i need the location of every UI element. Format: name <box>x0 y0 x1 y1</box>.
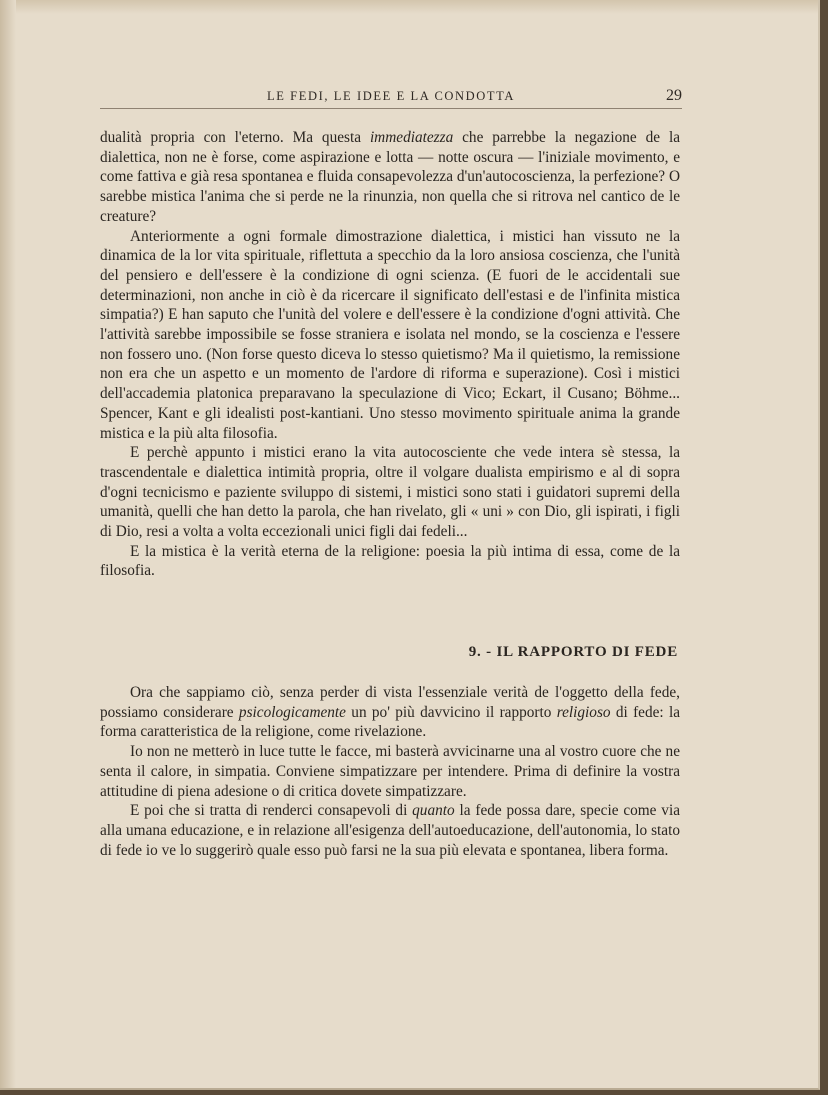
section-heading: 9. - IL RAPPORTO DI FEDE <box>468 644 678 660</box>
paragraph <box>100 128 680 227</box>
emphasis: immediatezza <box>369 129 454 146</box>
text-run: la fede possa dare, specie come via alla umana educazione, e in relazione all'esigenza dell'autoeducazione, dell'autonomia, lo stato di fede io ve lo suggerirò quale esso può farsi ne la sua più elevata e spontanea, libera forma. <box>100 802 680 859</box>
emphasis: religioso <box>556 703 611 721</box>
paragraph: E la mistica è la verità eterna de la religione: poesia la più intima di essa, come de la filosofia. <box>100 542 680 580</box>
page-binding-edge <box>0 0 16 1088</box>
main-text <box>100 128 680 581</box>
paragraph: E perchè appunto i mistici erano la vita autocosciente che vede intera sè stessa, la trascendentale e dialettica intimità propria, oltre il volgare dualista empirismo e al di sopra d'ogni tecnicismo e paziente sviluppo di sistemi, i mistici sono stati i guidatori supremi della umanità, quelli che han detto la parola, che han rivelato, gli « uni » con Dio, gli ispirati, i figli di Dio, resi a volta a volta eccezionali unici figli dai fedeli... <box>100 444 680 541</box>
text-run: dualità propria con l'eterno. Ma questa <box>100 129 370 146</box>
section-text <box>100 683 680 860</box>
text-run: un po' più davvicino il rapporto <box>345 703 557 721</box>
emphasis: quanto <box>412 802 455 820</box>
paragraph <box>100 801 680 860</box>
paragraph: Anteriormente a ogni formale dimostrazione dialettica, i mistici han vissuto ne la dinamica de la lor vita spirituale, riflettuta a specchio da la loro ansiosa coscienza, che l'unità del pensiero e dell'essere è la condizione di ogni scienza. (E fuori de le accidentali sue determinazioni, non anche in ciò è da ricercare il significato dell'estasi e de l'infinita mistica simpatia?) E han saputo che l'unità del volere e dell'essere è la condizione d'ogni attività. Che l'attività sarebbe impossibile se fosse straniera e isolata nel mondo, se la coscienza e l'essere non fossero uno. (Non forse questo diceva lo stesso quietismo? Ma il quietismo, la remissione non era che un aspetto e un momento de l'ardore di riforma e superazione). Così i mistici dell'accademia platonica preparavano la speculazione di Vico; Eckart, il Cusano; Böhme... Spencer, Kant e gli idealisti post-kantiani. Uno stesso movimento spirituale anima la grande mistica e la più alta filosofia. <box>100 227 680 442</box>
text-run: di fede: la forma caratteristica de la religione, come rivelazione. <box>100 703 681 741</box>
text-run: che parrebbe la negazione de la dialettica, non ne è forse, come aspirazione e lotta — notte oscura — l'iniziale movimento, e come fattiva e già resa spontanea e fluida consapevolezza d'un'autocoscienza, la perfezione? O sarebbe mistica l'anima che si perde ne la rinunzia, non quella che si ritrova nel cantico de le creature? <box>100 129 680 225</box>
text-run: E poi che si tratta di renderci consapevoli di <box>130 802 413 820</box>
page-number: 29 <box>666 87 682 104</box>
text-run: Ora che sappiamo ciò, senza perder di vista l'essenziale verità de l'oggetto della fede, possiamo considerare <box>100 684 680 721</box>
paragraph: Io non ne metterò in luce tutte le facce, mi basterà avvicinarne una al vostro cuore che ne senta il calore, in simpatia. Conviene simpatizzare per intendere. Prima di definire la vostra attitudine di piena adesione o di critica dovete simpatizzare. <box>100 743 680 800</box>
emphasis: psicologicamente <box>238 703 346 721</box>
paragraph <box>100 683 680 742</box>
running-header <box>100 86 682 109</box>
page-top-edge <box>0 0 818 14</box>
running-title: LE FEDI, LE IDEE E LA CONDOTTA <box>266 89 515 103</box>
